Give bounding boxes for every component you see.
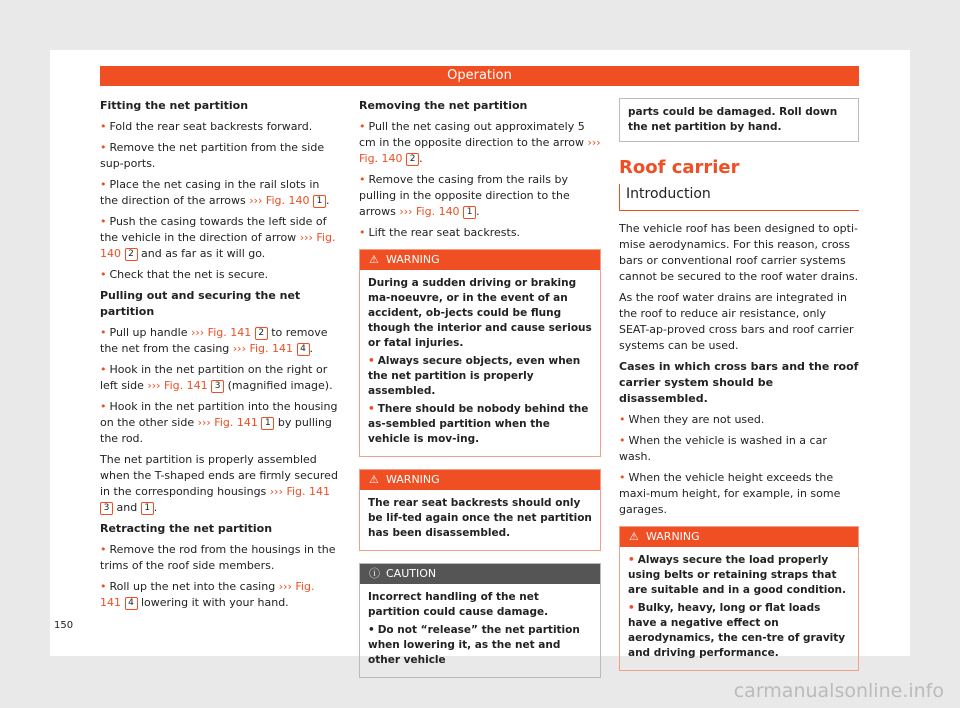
heading-cases: Cases in which cross bars and the roof carrier system should be disassembled.: [619, 360, 859, 405]
fig-link[interactable]: ››› Fig. 140: [100, 231, 336, 260]
fig-link[interactable]: ››› Fig. 140: [399, 205, 460, 218]
paragraph: As the roof water drains are integrated in the roof to reduce air resistance, only SEAT-ap-proved cross bars and roof carrier systems can be used.: [619, 291, 854, 352]
fig-link[interactable]: ››› Fig. 140: [249, 194, 310, 207]
heading-fitting: Fitting the net partition: [100, 99, 249, 112]
callout-number: 4: [125, 597, 138, 610]
heading-removing: Removing the net partition: [359, 99, 528, 112]
list-item: • Lift the rear seat backrests.: [359, 226, 521, 239]
warning-box: ⚠ WARNING The rear seat backrests should only be lif-ted again once the net partition has been disassembled.: [359, 469, 601, 551]
warning-header: ⚠ WARNING: [620, 527, 858, 547]
fig-link[interactable]: ››› Fig. 141: [190, 326, 252, 339]
list-item: • Place the net casing in the rail slots in the direction of the arrows ››› Fig. 140 1 .: [100, 178, 330, 207]
paragraph: The net partition is properly assembled when the T-shaped ends are firmly secured in the corresponding housings ››› Fig. 141 3 and 1 .: [100, 453, 338, 514]
callout-number: 2: [406, 153, 419, 166]
info-circle-icon: ⓘ: [369, 567, 380, 580]
list-item: • Hook in the net partition on the right or left side ››› Fig. 141 3 (magnified image).: [100, 363, 333, 392]
callout-number: 1: [463, 206, 476, 219]
list-item: • Remove the rod from the housings in the trims of the roof side members.: [100, 543, 336, 572]
fig-link[interactable]: ››› Fig. 141: [232, 342, 294, 355]
subsection-title: Introduction: [619, 184, 859, 211]
list-item: • Pull the net casing out approximately 5 cm in the opposite direction to the arrow ››› Fig. 140 2 .: [359, 120, 601, 165]
fig-link[interactable]: ››› Fig. 141: [197, 416, 258, 429]
fig-link[interactable]: ››› Fig. 141: [269, 485, 331, 498]
warning-triangle-icon: ⚠: [369, 253, 379, 266]
list-item: • When they are not used.: [619, 413, 765, 426]
page-number: 150: [54, 620, 74, 631]
column-left: [100, 98, 338, 616]
list-item: • Roll up the net into the casing ››› Fig. 141 4 lowering it with your hand.: [100, 580, 315, 609]
callout-number: 2: [255, 327, 268, 340]
column-middle: [359, 98, 601, 690]
callout-number: 1: [261, 417, 274, 430]
caution-box: ⓘ CAUTION Incorrect handling of the net partition could cause damage. • Do not “release” the net partition when lowering it, as the net and other vehicle: [359, 563, 601, 678]
list-item: • When the vehicle height exceeds the maxi-mum height, for example, in some garages.: [619, 471, 841, 516]
list-item: • Remove the net partition from the side sup-ports.: [100, 141, 325, 170]
warning-triangle-icon: ⚠: [629, 530, 639, 543]
caution-box-continued: parts could be damaged. Roll down the net partition by hand.: [619, 98, 859, 142]
fig-link[interactable]: ››› Fig. 141: [147, 379, 208, 392]
list-item: • Check that the net is secure.: [100, 268, 269, 281]
fig-link[interactable]: ››› Fig. 140: [359, 136, 601, 165]
callout-number: 3: [100, 502, 113, 515]
warning-triangle-icon: ⚠: [369, 473, 379, 486]
heading-retracting: Retracting the net partition: [100, 522, 273, 535]
list-item: • Push the casing towards the left side of the vehicle in the direction of arrow ››› Fig. 140 2 and as far as it will go.: [100, 215, 336, 260]
manual-page: [50, 50, 910, 666]
callout-number: 4: [297, 343, 310, 356]
column-right: [619, 98, 859, 683]
callout-number: 3: [211, 380, 224, 393]
section-header: Operation: [100, 66, 859, 86]
list-item: • When the vehicle is washed in a car wash.: [619, 434, 827, 463]
section-title: Roof carrier: [619, 157, 740, 178]
callout-number: 1: [313, 195, 326, 208]
callout-number: 2: [125, 248, 138, 261]
fig-link[interactable]: ››› Fig. 141: [100, 580, 315, 609]
warning-box: ⚠ WARNING • Always secure the load properly using belts or retaining straps that are suitable and in a good condition. • Bulky, heavy, long or flat loads have a negative effect on aerodynamics, the cen-tre of gravity and driving performance.: [619, 526, 859, 671]
list-item: • Fold the rear seat backrests forward.: [100, 120, 313, 133]
caution-header: ⓘ CAUTION: [360, 564, 600, 584]
list-item: • Remove the casing from the rails by pulling in the opposite direction to the arrows ››› Fig. 140 1 .: [359, 173, 570, 218]
warning-header: ⚠ WARNING: [360, 250, 600, 270]
warning-box: ⚠ WARNING During a sudden driving or braking ma-noeuvre, or in the event of an accident, ob-jects could be flung though the interior and cause serious or fatal injuries. • Always secure objects, even when the net partition is properly assembled. • There should be nobody behind the as-sembled partition when the vehicle is mov-ing.: [359, 249, 601, 457]
heading-pulling: Pulling out and securing the net partition: [100, 289, 301, 318]
list-item: • Hook in the net partition into the housing on the other side ››› Fig. 141 1 by pulling the rod.: [100, 400, 338, 445]
watermark: carmanualsonline.info: [733, 680, 944, 702]
callout-number: 1: [141, 502, 154, 515]
warning-header: ⚠ WARNING: [360, 470, 600, 490]
paragraph: The vehicle roof has been designed to opti-mise aerodynamics. For this reason, cross bars or conventional roof carrier systems cannot be secured to the roof water drains.: [619, 222, 859, 283]
list-item: • Pull up handle ››› Fig. 141 2 to remove the net from the casing ››› Fig. 141 4 .: [100, 326, 328, 355]
